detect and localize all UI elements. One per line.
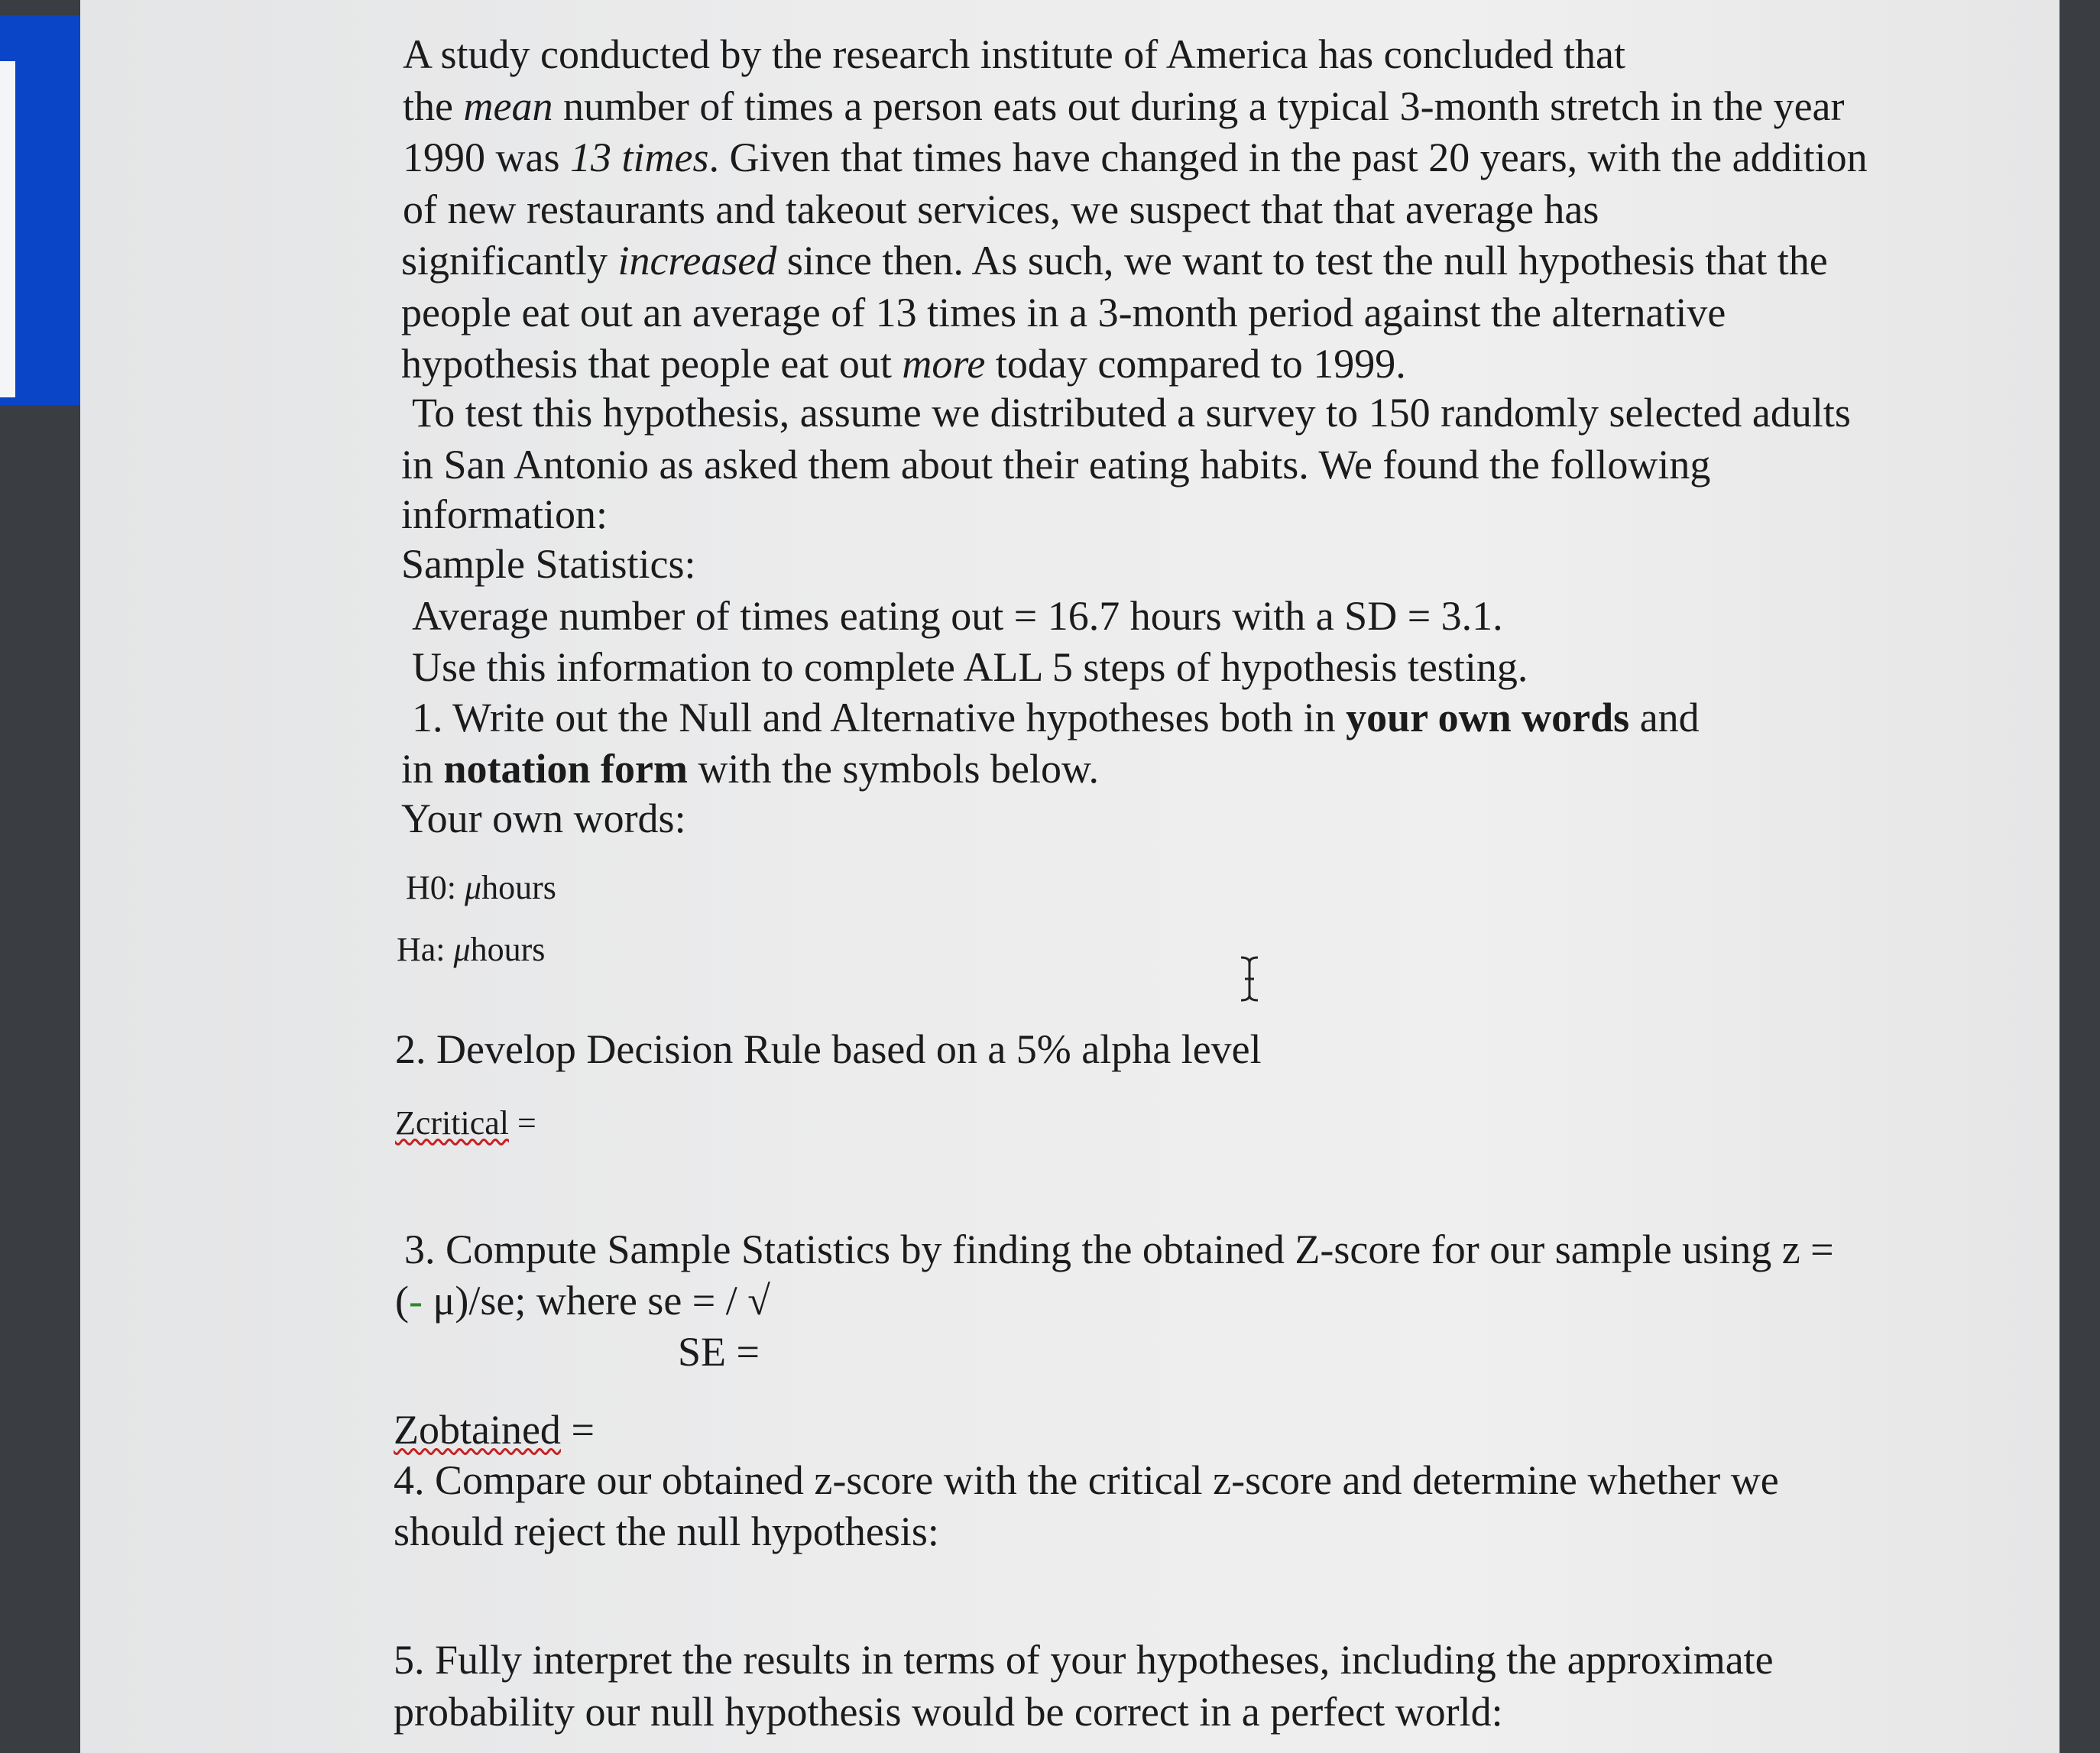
document-page[interactable]	[80, 0, 2059, 1753]
h0-line[interactable]: H0: μhours	[406, 869, 556, 906]
p2-line3: information:	[401, 491, 608, 537]
p1-line4: of new restaurants and takeout services, we suspect that that average has	[403, 186, 1599, 232]
text-cursor-icon	[1238, 955, 1261, 1003]
p1-line1: A study conducted by the research institute of America has concluded that	[403, 31, 1626, 77]
monitor-bezel-right	[2059, 0, 2100, 1753]
step1-line2: in notation form with the symbols below.	[401, 746, 1099, 792]
ha-line[interactable]: Ha: μhours	[397, 931, 546, 968]
zobtained-line[interactable]: Zobtained =	[394, 1407, 595, 1453]
step3-line1: 3. Compute Sample Statistics by finding the obtained Z-score for our sample using z =	[404, 1226, 1834, 1272]
p1-line6: people eat out an average of 13 times in a 3-month period against the alternative	[401, 290, 1726, 335]
step2-title: 2. Develop Decision Rule based on a 5% alpha level	[395, 1026, 1262, 1072]
background-window-edge	[0, 61, 15, 397]
own-words-label: Your own words:	[401, 795, 686, 841]
step4-line2: should reject the null hypothesis:	[394, 1508, 939, 1554]
step5-line1: 5. Fully interpret the results in terms of your hypotheses, including the approximate	[394, 1637, 1774, 1683]
zobtained-label: Zobtained	[394, 1407, 561, 1453]
sample-stats: Average number of times eating out = 16.7 hours with a SD = 3.1.	[412, 593, 1503, 639]
zcritical-line[interactable]: Zcritical =	[395, 1104, 536, 1142]
step1-line1: 1. Write out the Null and Alternative hypotheses both in your own words and	[412, 695, 1700, 740]
se-line[interactable]: SE =	[678, 1329, 760, 1375]
p1-line3: 1990 was 13 times. Given that times have changed in the past 20 years, with the addition	[403, 134, 1868, 180]
p2-line1: To test this hypothesis, assume we distributed a survey to 150 randomly selected adults	[412, 390, 1851, 436]
p1-line7: hypothesis that people eat out more today compared to 1999.	[401, 341, 1406, 387]
p1-line5: significantly increased since then. As such, we want to test the null hypothesis that the	[401, 238, 1828, 284]
background-window-blue	[0, 15, 92, 405]
step3-line2: (- μ)/se; where se = / √	[395, 1278, 770, 1324]
sample-instruction: Use this information to complete ALL 5 steps of hypothesis testing.	[412, 644, 1528, 690]
sample-heading: Sample Statistics:	[401, 541, 696, 587]
zcritical-label: Zcritical	[395, 1104, 510, 1142]
step5-line2: probability our null hypothesis would be correct in a perfect world:	[394, 1689, 1503, 1735]
p2-line2: in San Antonio as asked them about their eating habits. We found the following	[401, 442, 1711, 488]
step4-line1: 4. Compare our obtained z-score with the critical z-score and determine whether we	[394, 1457, 1779, 1503]
p1-line2: the mean number of times a person eats out during a typical 3-month stretch in the year	[403, 83, 1845, 129]
